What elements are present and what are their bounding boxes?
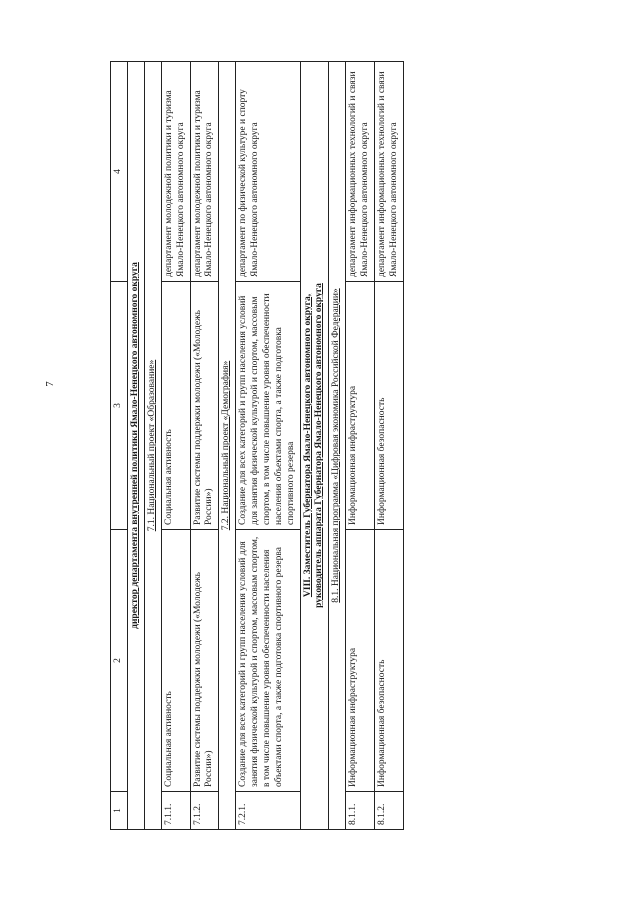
subsection-title-row — [219, 62, 236, 830]
row-task: Информационная безопасность — [374, 530, 403, 792]
subsection-title: 7.1. Национальный проект «Образование» — [144, 62, 161, 830]
row-task: Социальная активность — [161, 530, 190, 792]
row-project: Информационная безопасность — [374, 282, 403, 530]
subsection-title-row — [329, 62, 346, 830]
section-heading-line: директор департамента внутренней политики Ямало-Ненецкого автономного округа — [130, 262, 140, 629]
table-row — [374, 62, 403, 830]
table-row — [236, 62, 300, 830]
row-project: Социальная активность — [161, 282, 190, 530]
row-project: Развитие системы поддержки молодежи («Молодежь России») — [190, 282, 219, 530]
page-number: 7 — [43, 381, 56, 387]
section-heading-row — [128, 62, 145, 830]
row-number: 7.1.2. — [190, 792, 219, 830]
row-number: 7.1.1. — [161, 792, 190, 830]
table-row — [161, 62, 190, 830]
row-responsible: департамент молодежной политики и туризма Ямало-Ненецкого автономного округа — [190, 62, 219, 282]
column-number-4: 4 — [111, 62, 128, 282]
column-number-2: 2 — [111, 530, 128, 792]
section-heading — [300, 62, 329, 830]
table-row — [190, 62, 219, 830]
row-number: 8.1.1. — [346, 792, 375, 830]
section-heading-row — [300, 62, 329, 830]
rotated-table-container — [110, 62, 591, 830]
section-heading-line: руководитель аппарата Губернатора Ямало-Ненецкого автономного округа — [314, 283, 325, 608]
subsection-title: 7.2. Национальный проект «Демография» — [219, 62, 236, 830]
row-number: 8.1.2. — [374, 792, 403, 830]
column-number-3: 3 — [111, 282, 128, 530]
row-responsible: департамент по физической культуре и спорту Ямало-Ненецкого автономного округа — [236, 62, 300, 282]
section-heading — [128, 62, 145, 830]
row-task: Информационная инфраструктура — [346, 530, 375, 792]
row-responsible: департамент информационных технологий и связи Ямало-Ненецкого автономного округа — [374, 62, 403, 282]
subsection-title-row — [144, 62, 161, 830]
row-task: Создание для всех категорий и групп населения условий для занятия физической культурой и спортом, массовым спортом, в том числе повышение уровня обеспеченности населения объектами спорта, а также подготовка спортивного резерва — [236, 530, 300, 792]
row-number: 7.2.1. — [236, 792, 300, 830]
row-task: Развитие системы поддержки молодежи («Молодежь России») — [190, 530, 219, 792]
subsection-title: 8.1. Национальная программа «Цифровая экономика Российской Федерации» — [329, 62, 346, 830]
table-row — [346, 62, 375, 830]
row-responsible: департамент молодежной политики и туризма Ямало-Ненецкого автономного округа — [161, 62, 190, 282]
table-body — [111, 62, 404, 830]
plan-table — [110, 61, 404, 830]
row-project: Создание для всех категорий и групп населения условий для занятия физической культурой и спортом, массовым спортом, в том числе повышение уровня обеспеченности населения объектами спорта, а также подготовка спортивного резерва — [236, 282, 300, 530]
row-responsible: департамент информационных технологий и связи Ямало-Ненецкого автономного округа — [346, 62, 375, 282]
column-number-row — [111, 62, 128, 830]
row-project: Информационная инфраструктура — [346, 282, 375, 530]
section-heading-line: VIII. Заместитель Губернатора Ямало-Ненецкого автономного округа, — [302, 293, 313, 598]
column-number-1: 1 — [111, 792, 128, 830]
